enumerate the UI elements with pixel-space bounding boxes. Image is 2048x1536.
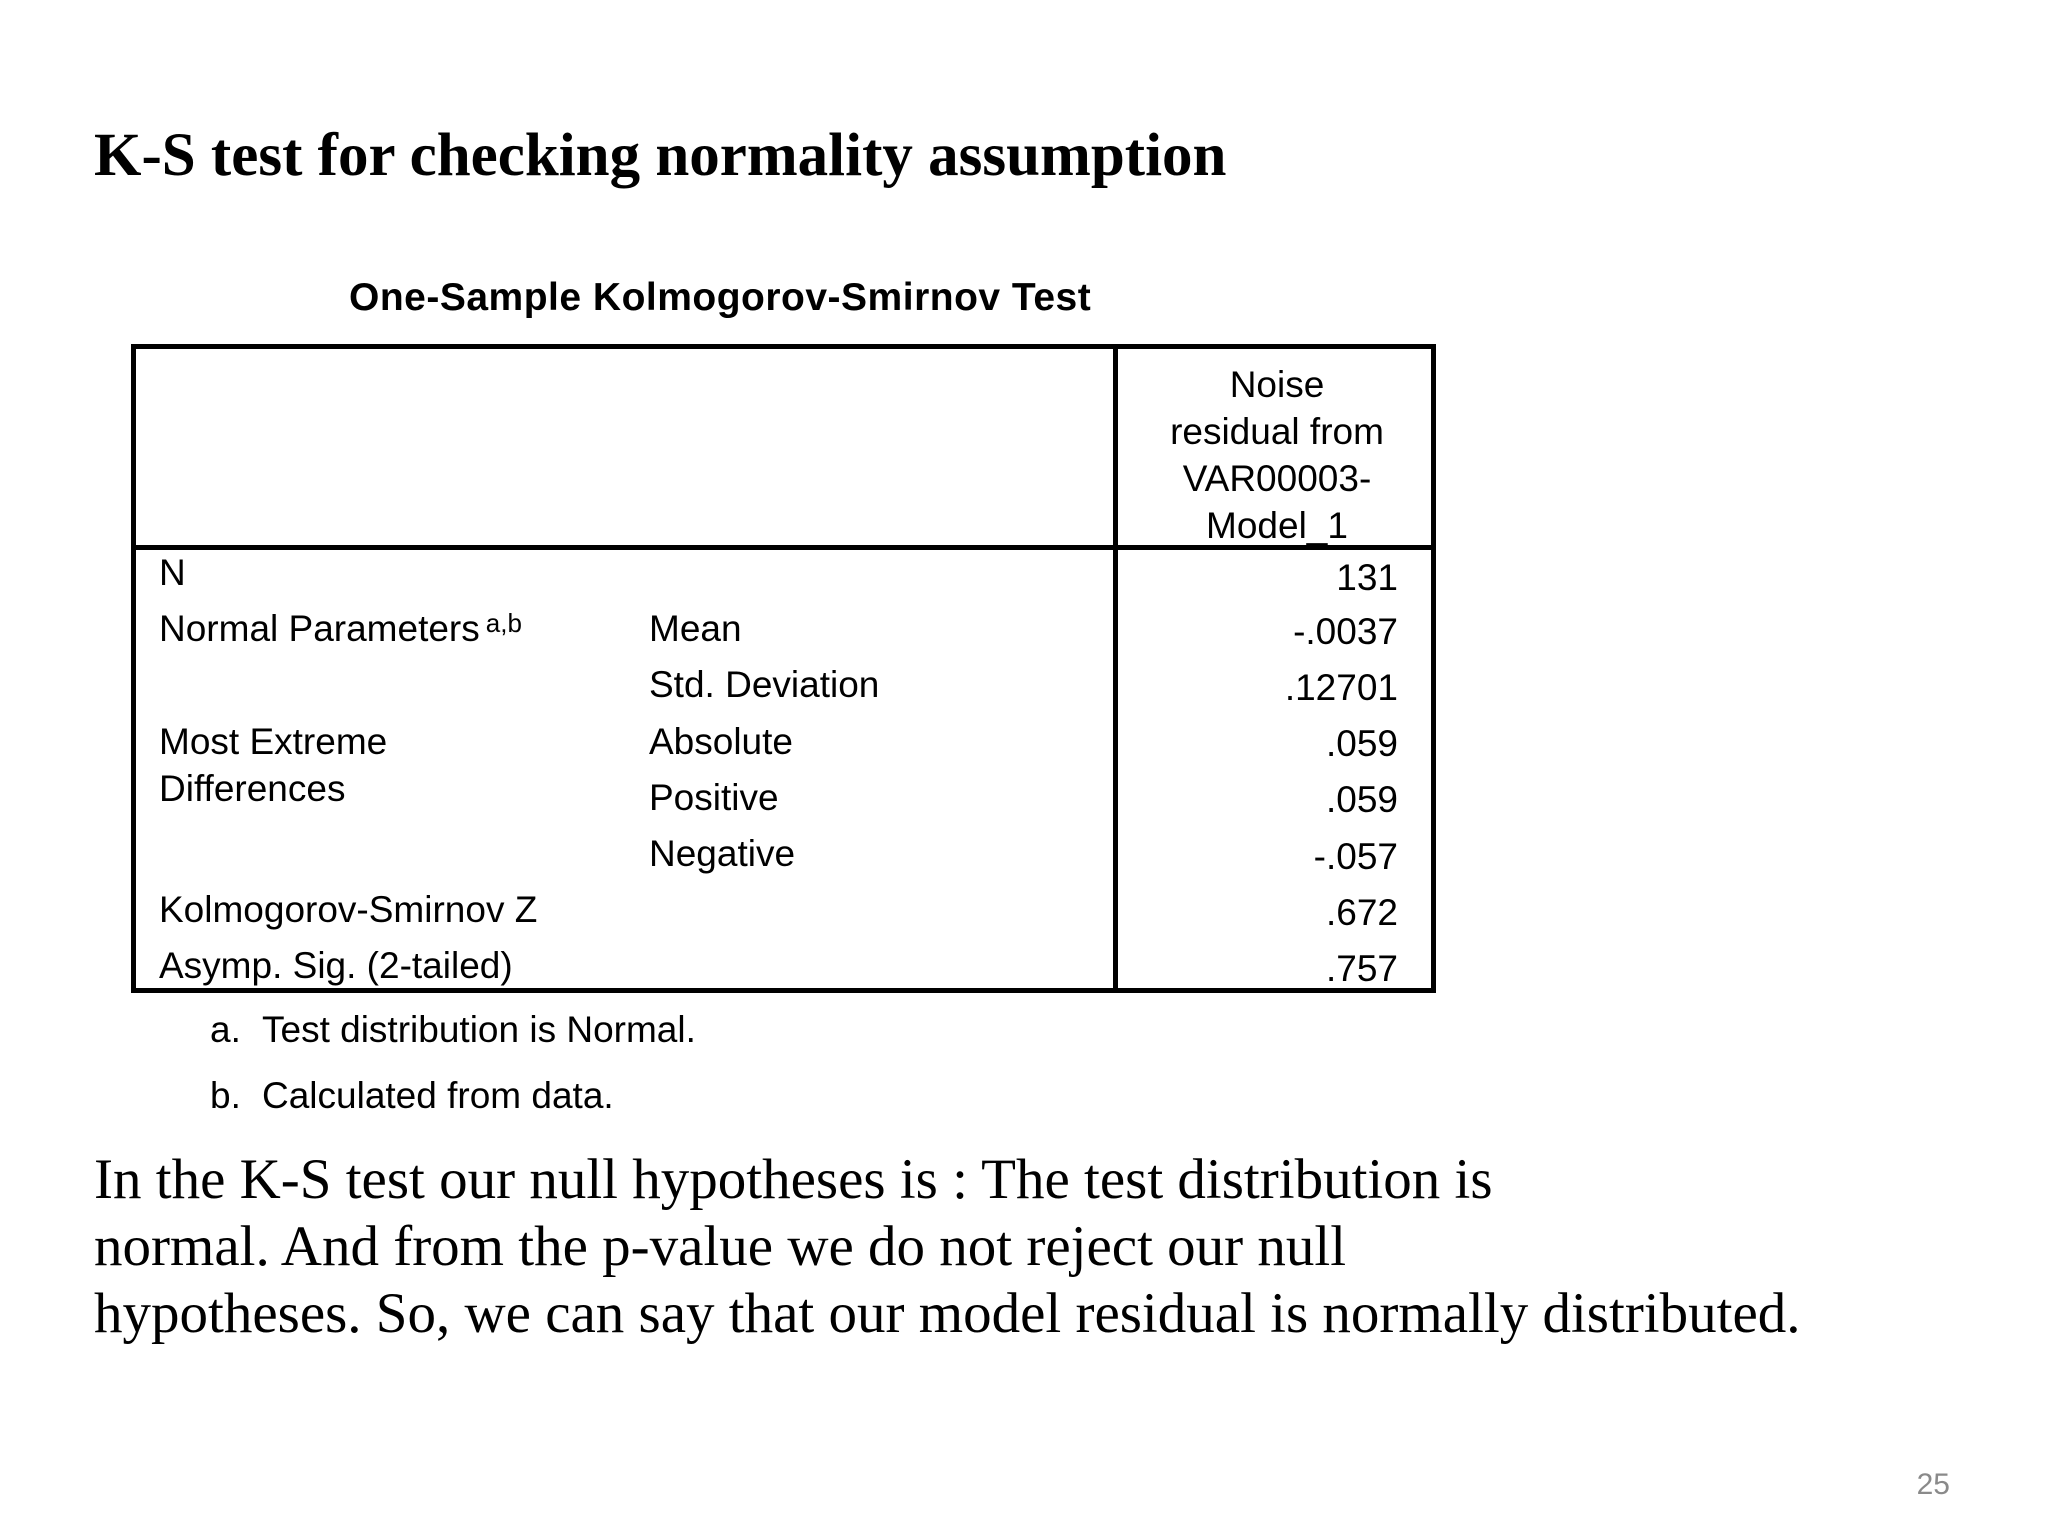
ks-test-table	[131, 344, 1436, 993]
row-sub-std-deviation: Std. Deviation	[649, 664, 880, 705]
row-label-asymp-sig: Asymp. Sig. (2-tailed)	[159, 945, 513, 986]
row-label-ks-z: Kolmogorov-Smirnov Z	[159, 889, 538, 930]
column-header-line: residual from	[1170, 411, 1384, 452]
value-mean: -.0037	[1293, 611, 1398, 652]
footnote-text: Calculated from data.	[262, 1075, 614, 1116]
value-asymp-sig: .757	[1325, 948, 1398, 989]
conclusion-line: hypotheses. So, we can say that our model residual is normally distributed.	[94, 1282, 1801, 1345]
row-label-differences: Differences	[159, 768, 346, 809]
page-number: 25	[1916, 1468, 1950, 1501]
column-header-line: Model_1	[1206, 505, 1348, 546]
row-sub-absolute: Absolute	[649, 721, 793, 762]
conclusion-line: In the K-S test our null hypotheses is : The test distribution is	[94, 1148, 1493, 1211]
value-n: 131	[1336, 557, 1398, 598]
column-header-line: VAR00003-	[1182, 458, 1372, 499]
conclusion-line: normal. And from the p-value we do not reject our null	[94, 1215, 1347, 1278]
footnote-text: Test distribution is Normal.	[262, 1009, 696, 1050]
footnote-mark: a.	[210, 1009, 241, 1050]
table-caption: One-Sample Kolmogorov-Smirnov Test	[349, 276, 1092, 319]
value-negative: -.057	[1313, 836, 1398, 877]
row-sub-mean: Mean	[649, 608, 742, 649]
row-label-most-extreme: Most Extreme	[159, 721, 388, 762]
row-sub-negative: Negative	[649, 833, 796, 874]
footnote-ref: a,b	[485, 608, 522, 638]
value-positive: .059	[1325, 779, 1398, 820]
column-header-line: Noise	[1229, 364, 1325, 405]
value-absolute: .059	[1325, 723, 1398, 764]
footnote-mark: b.	[210, 1075, 241, 1116]
row-label-n: N	[159, 552, 186, 593]
footnote-a	[210, 1006, 696, 1054]
value-ks-z: .672	[1325, 892, 1398, 933]
conclusion-paragraph	[94, 1146, 2024, 1347]
row-label-normal-parameters	[159, 605, 522, 653]
column-header	[1118, 361, 1436, 549]
row-sub-positive: Positive	[649, 777, 779, 818]
footnote-b	[210, 1072, 614, 1120]
value-std-deviation: .12701	[1284, 667, 1398, 708]
slide-title: K-S test for checking normality assumption	[94, 122, 1227, 189]
row-label-text: Normal Parameters	[159, 608, 480, 649]
